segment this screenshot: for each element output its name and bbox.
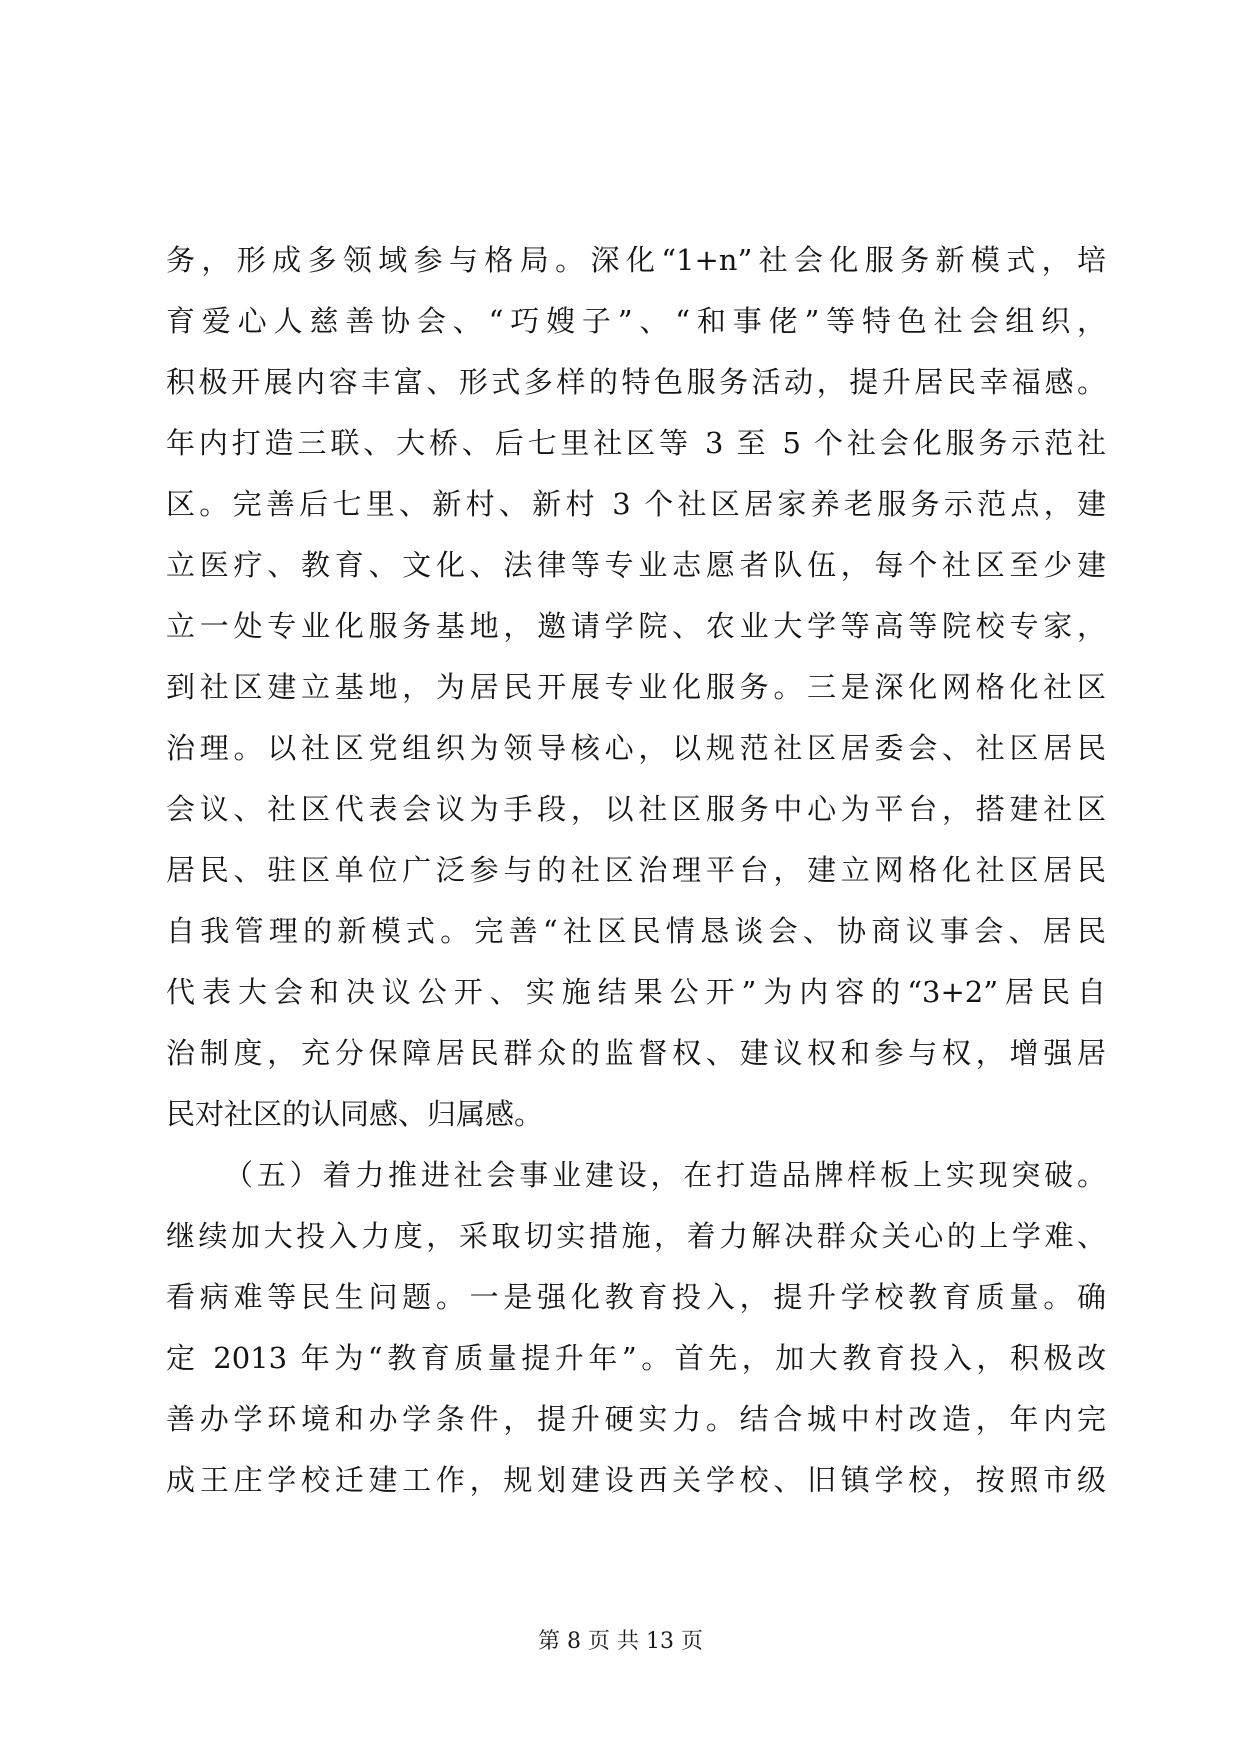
text-line: 居民、驻区单位广泛参与的社区治理平台，建立网格化社区居民 <box>166 853 1106 887</box>
text-line: 治制度，充分保障居民群众的监督权、建议权和参与权，增强居 <box>166 1036 1106 1070</box>
paragraph-end-line: 民对社区的认同感、归属感。 <box>166 1097 544 1131</box>
text-line: 立医疗、教育、文化、法律等专业志愿者队伍，每个社区至少建 <box>166 548 1106 582</box>
text-line: 育爱心人慈善协会、“巧嫂子”、“和事佬”等特色社会组织， <box>166 304 1106 338</box>
text-line: 成王庄学校迁建工作，规划建设西关学校、旧镇学校，按照市级 <box>166 1463 1106 1497</box>
text-line: 看病难等民生问题。一是强化教育投入，提升学校教育质量。确 <box>166 1280 1106 1314</box>
text-line: 立一处专业化服务基地，邀请学院、农业大学等高等院校专家， <box>166 609 1106 643</box>
text-line: 继续加大投入力度，采取切实措施，着力解决群众关心的上学难、 <box>166 1219 1106 1253</box>
page-number: 第 8 页 共 13 页 <box>538 1629 703 1654</box>
text-line: 善办学环境和办学条件，提升硬实力。结合城中村改造，年内完 <box>166 1402 1106 1436</box>
body-text <box>166 230 1106 1511</box>
text-line: 务，形成多领域参与格局。深化“1+n”社会化服务新模式，培 <box>166 243 1106 277</box>
text-line: 定 2013 年为“教育质量提升年”。首先，加大教育投入，积极改 <box>166 1341 1106 1375</box>
text-line: 自我管理的新模式。完善“社区民情恳谈会、协商议事会、居民 <box>166 914 1106 948</box>
text-line: 代表大会和决议公开、实施结果公开”为内容的“3+2”居民自 <box>166 975 1106 1009</box>
page-footer <box>0 1624 1241 1655</box>
text-line: 治理。以社区党组织为领导核心，以规范社区居委会、社区居民 <box>166 731 1106 765</box>
text-line: 积极开展内容丰富、形式多样的特色服务活动，提升居民幸福感。 <box>166 365 1106 399</box>
text-line: 会议、社区代表会议为手段，以社区服务中心为平台，搭建社区 <box>166 792 1106 826</box>
text-line: 到社区建立基地，为居民开展专业化服务。三是深化网格化社区 <box>166 670 1106 704</box>
text-line: 区。完善后七里、新村、新村 3 个社区居家养老服务示范点，建 <box>166 487 1106 521</box>
section-heading-line: （五）着力推进社会事业建设，在打造品牌样板上实现突破。 <box>224 1158 1106 1192</box>
text-line: 年内打造三联、大桥、后七里社区等 3 至 5 个社会化服务示范社 <box>166 426 1106 460</box>
